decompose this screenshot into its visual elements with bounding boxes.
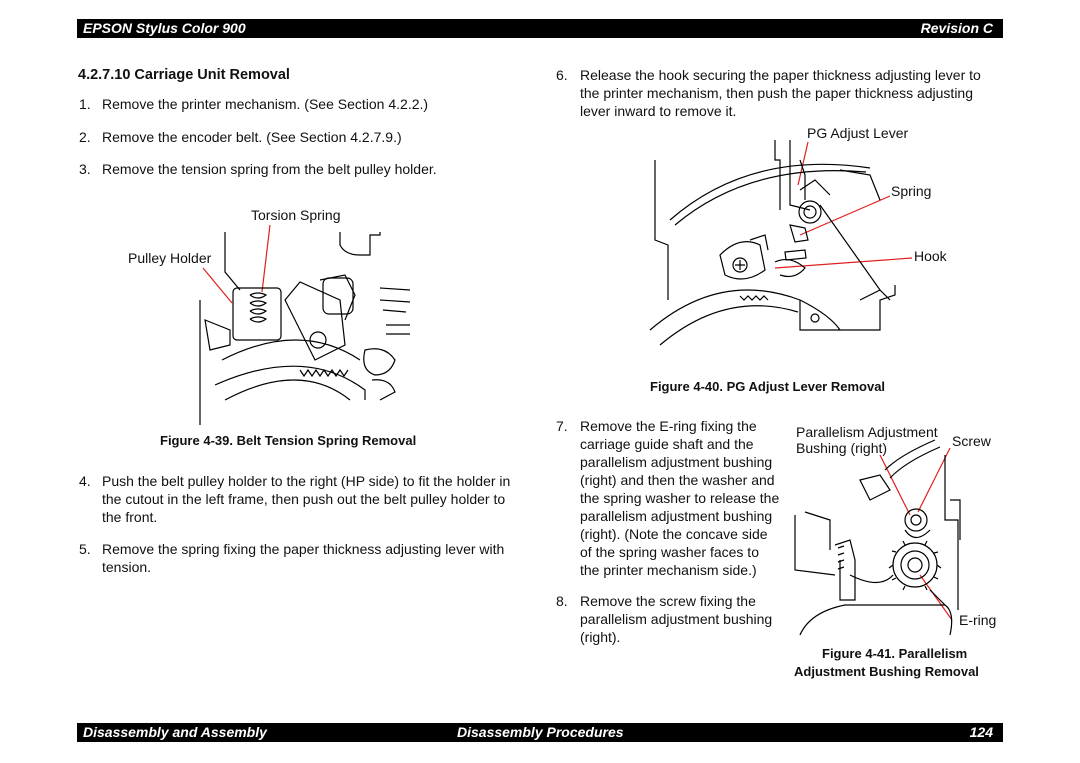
- label-pg-adjust-lever: PG Adjust Lever: [807, 125, 909, 141]
- step-6-number: 6.: [556, 67, 568, 83]
- step-4-text: Push the belt pulley holder to the right (HP side) to fit the holder in the cutout in the left frame, then push out the belt pulley holder to the front.: [102, 473, 511, 525]
- page-footer: [77, 723, 1003, 742]
- label-pulley-holder: Pulley Holder: [128, 250, 212, 266]
- step-8-number: 8.: [556, 593, 568, 609]
- label-screw: Screw: [952, 433, 991, 449]
- step-3-text: Remove the tension spring from the belt pulley holder.: [102, 161, 437, 177]
- label-bushing-line1: Parallelism Adjustment: [796, 424, 938, 440]
- label-hook: Hook: [914, 248, 947, 264]
- header-title: EPSON Stylus Color 900: [83, 20, 246, 36]
- figure-41-caption-line1: Figure 4-41. Parallelism: [822, 646, 968, 661]
- section-title: 4.2.7.10 Carriage Unit Removal: [78, 67, 290, 83]
- figure-40-caption: Figure 4-40. PG Adjust Lever Removal: [650, 379, 886, 394]
- step-5-text: Remove the spring fixing the paper thickness adjusting lever with tension.: [102, 541, 505, 575]
- step-7-number: 7.: [556, 418, 568, 434]
- figure-39-caption: Figure 4-39. Belt Tension Spring Removal: [160, 433, 417, 448]
- label-e-ring: E-ring: [959, 612, 997, 628]
- step-4-number: 4.: [79, 473, 91, 489]
- step-8-text: Remove the screw fixing the parallelism adjustment bushing (right).: [580, 593, 773, 645]
- label-bushing-line2: Bushing (right): [796, 440, 888, 456]
- footer-chapter: Disassembly and Assembly: [83, 724, 267, 740]
- label-spring: Spring: [891, 183, 932, 199]
- step-1-text: Remove the printer mechanism. (See Section 4.2.2.): [102, 96, 429, 112]
- footer-section: Disassembly Procedures: [457, 724, 624, 740]
- step-3-number: 3.: [79, 161, 91, 177]
- page-number: 124: [969, 724, 993, 740]
- label-torsion-spring: Torsion Spring: [251, 207, 341, 223]
- header-revision: Revision C: [920, 20, 993, 36]
- step-2-number: 2.: [79, 129, 91, 145]
- step-6-text: Release the hook securing the paper thickness adjusting lever to the printer mechanism, then push the paper thickness adjusting lever inward to remove it.: [580, 67, 981, 119]
- step-7-text: Remove the E-ring fixing the carriage guide shaft and the parallelism adjustment bushing (right) and then the washer and the spring washer to release the parallelism adjustment bushing (right). (Note the concave side of the spring washer faces to the printer mechanism side.): [580, 418, 780, 578]
- step-1-number: 1.: [79, 96, 91, 112]
- figure-41-caption-line2: Adjustment Bushing Removal: [794, 664, 979, 679]
- step-5-number: 5.: [79, 541, 91, 557]
- step-2-text: Remove the encoder belt. (See Section 4.2.7.9.): [102, 129, 402, 145]
